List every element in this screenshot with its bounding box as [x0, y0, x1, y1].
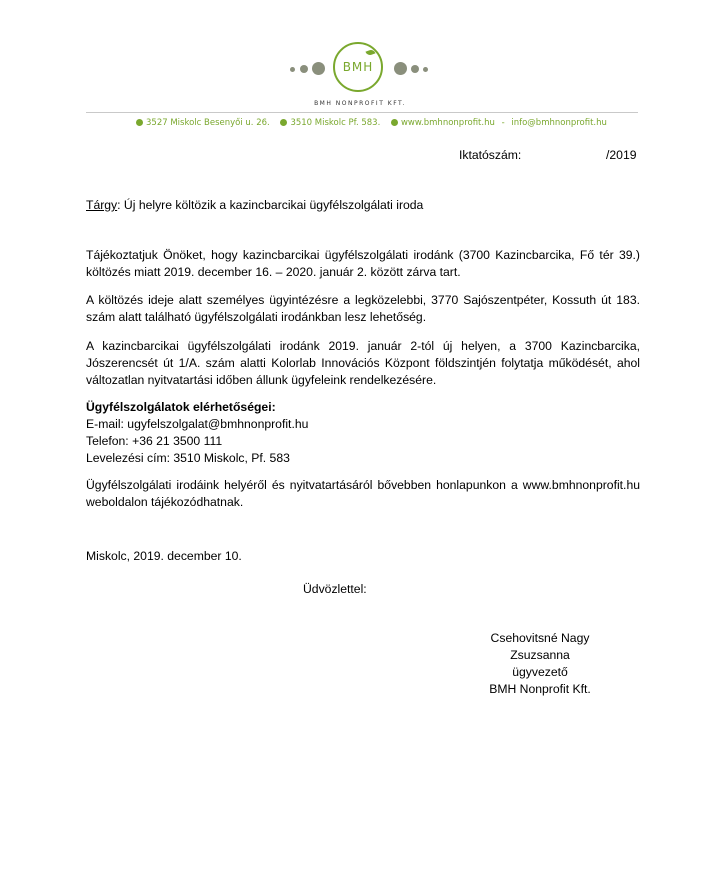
mail-icon [280, 119, 287, 126]
contact-email: E-mail: ugyfelszolgalat@bmhnonprofit.hu [86, 417, 309, 431]
subject-line [86, 197, 423, 214]
signer-company: BMH Nonprofit Kft. [489, 682, 591, 696]
header-postbox: 3510 Miskolc Pf. 583. [290, 118, 381, 128]
contact-postal: Levelezési cím: 3510 Miskolc, Pf. 583 [86, 451, 290, 465]
logo-tagline: BMH NONPROFIT KFT. [314, 100, 406, 107]
logo-dot [290, 67, 295, 72]
header-email[interactable]: info@bmhnonprofit.hu [511, 118, 607, 128]
web-icon [391, 119, 398, 126]
signer-name: Csehovitsné Nagy Zsuzsanna [490, 631, 590, 662]
header-address: 3527 Miskolc Besenyői u. 26. [146, 118, 270, 128]
body-paragraph-2: A költözés ideje alatt személyes ügyintézésre a legközelebbi, 3770 Sajószentpéter, Kossuth út 183. szám alatt található ügyfélszolgálati irodánkban lesz lehetőség. [86, 293, 640, 324]
logo-dot [394, 62, 407, 75]
reference-number-value: /2019 [606, 148, 637, 162]
body-paragraph-4: Ügyfélszolgálati irodáink helyéről és nyitvatartásáról bővebben honlapunkon a www.bmhnonprofit.hu weboldalon tájékozódhatnak. [86, 478, 640, 509]
logo-dot [300, 65, 308, 73]
header-contacts: 3527 Miskolc Besenyői u. 26. 3510 Miskolc Pf. 583. www.bmhnonprofit.hu - info@bmhnonprofit.hu [136, 118, 607, 128]
location-icon [136, 119, 143, 126]
logo-dot [411, 65, 419, 73]
greeting: Üdvözlettel: [303, 582, 367, 596]
subject-label: Tárgy [86, 198, 118, 212]
letter-date: Miskolc, 2019. december 10. [86, 549, 242, 563]
reference-number-label: Iktatószám: [459, 148, 522, 162]
contacts-heading: Ügyfélszolgálatok elérhetőségei: [86, 400, 276, 414]
contact-phone: Telefon: +36 21 3500 111 [86, 434, 223, 448]
header-website[interactable]: www.bmhnonprofit.hu [400, 118, 495, 128]
body-paragraph-3: A kazincbarcikai ügyfélszolgálati irodánk 2019. január 2-tól új helyen, a 3700 Kazincbarcika, Jószerencsét út 1/A. szám alatti Kolorlab Innovációs Központ földszintjén folytatja működését, ahol változatlan nyitvatartási időben állunk ügyfeleink rendelkezésére. [86, 339, 640, 387]
signature-block [470, 630, 610, 698]
subject-text: : Új helyre költözik a kazincbarcikai ügyfélszolgálati iroda [117, 198, 424, 212]
signer-role: ügyvezető [512, 665, 568, 679]
service-contacts [86, 399, 308, 467]
body-paragraph-1: Tájékoztatjuk Önöket, hogy kazincbarcikai ügyfélszolgálati irodánk (3700 Kazincbarcika, Fő tér 39.) költözés miatt 2019. december 16. – 2020. január 2. között zárva tart. [86, 248, 640, 279]
logo-letters: BMH [342, 60, 374, 74]
header-divider [86, 112, 638, 113]
logo-dot [423, 67, 428, 72]
logo-dot [312, 62, 325, 75]
